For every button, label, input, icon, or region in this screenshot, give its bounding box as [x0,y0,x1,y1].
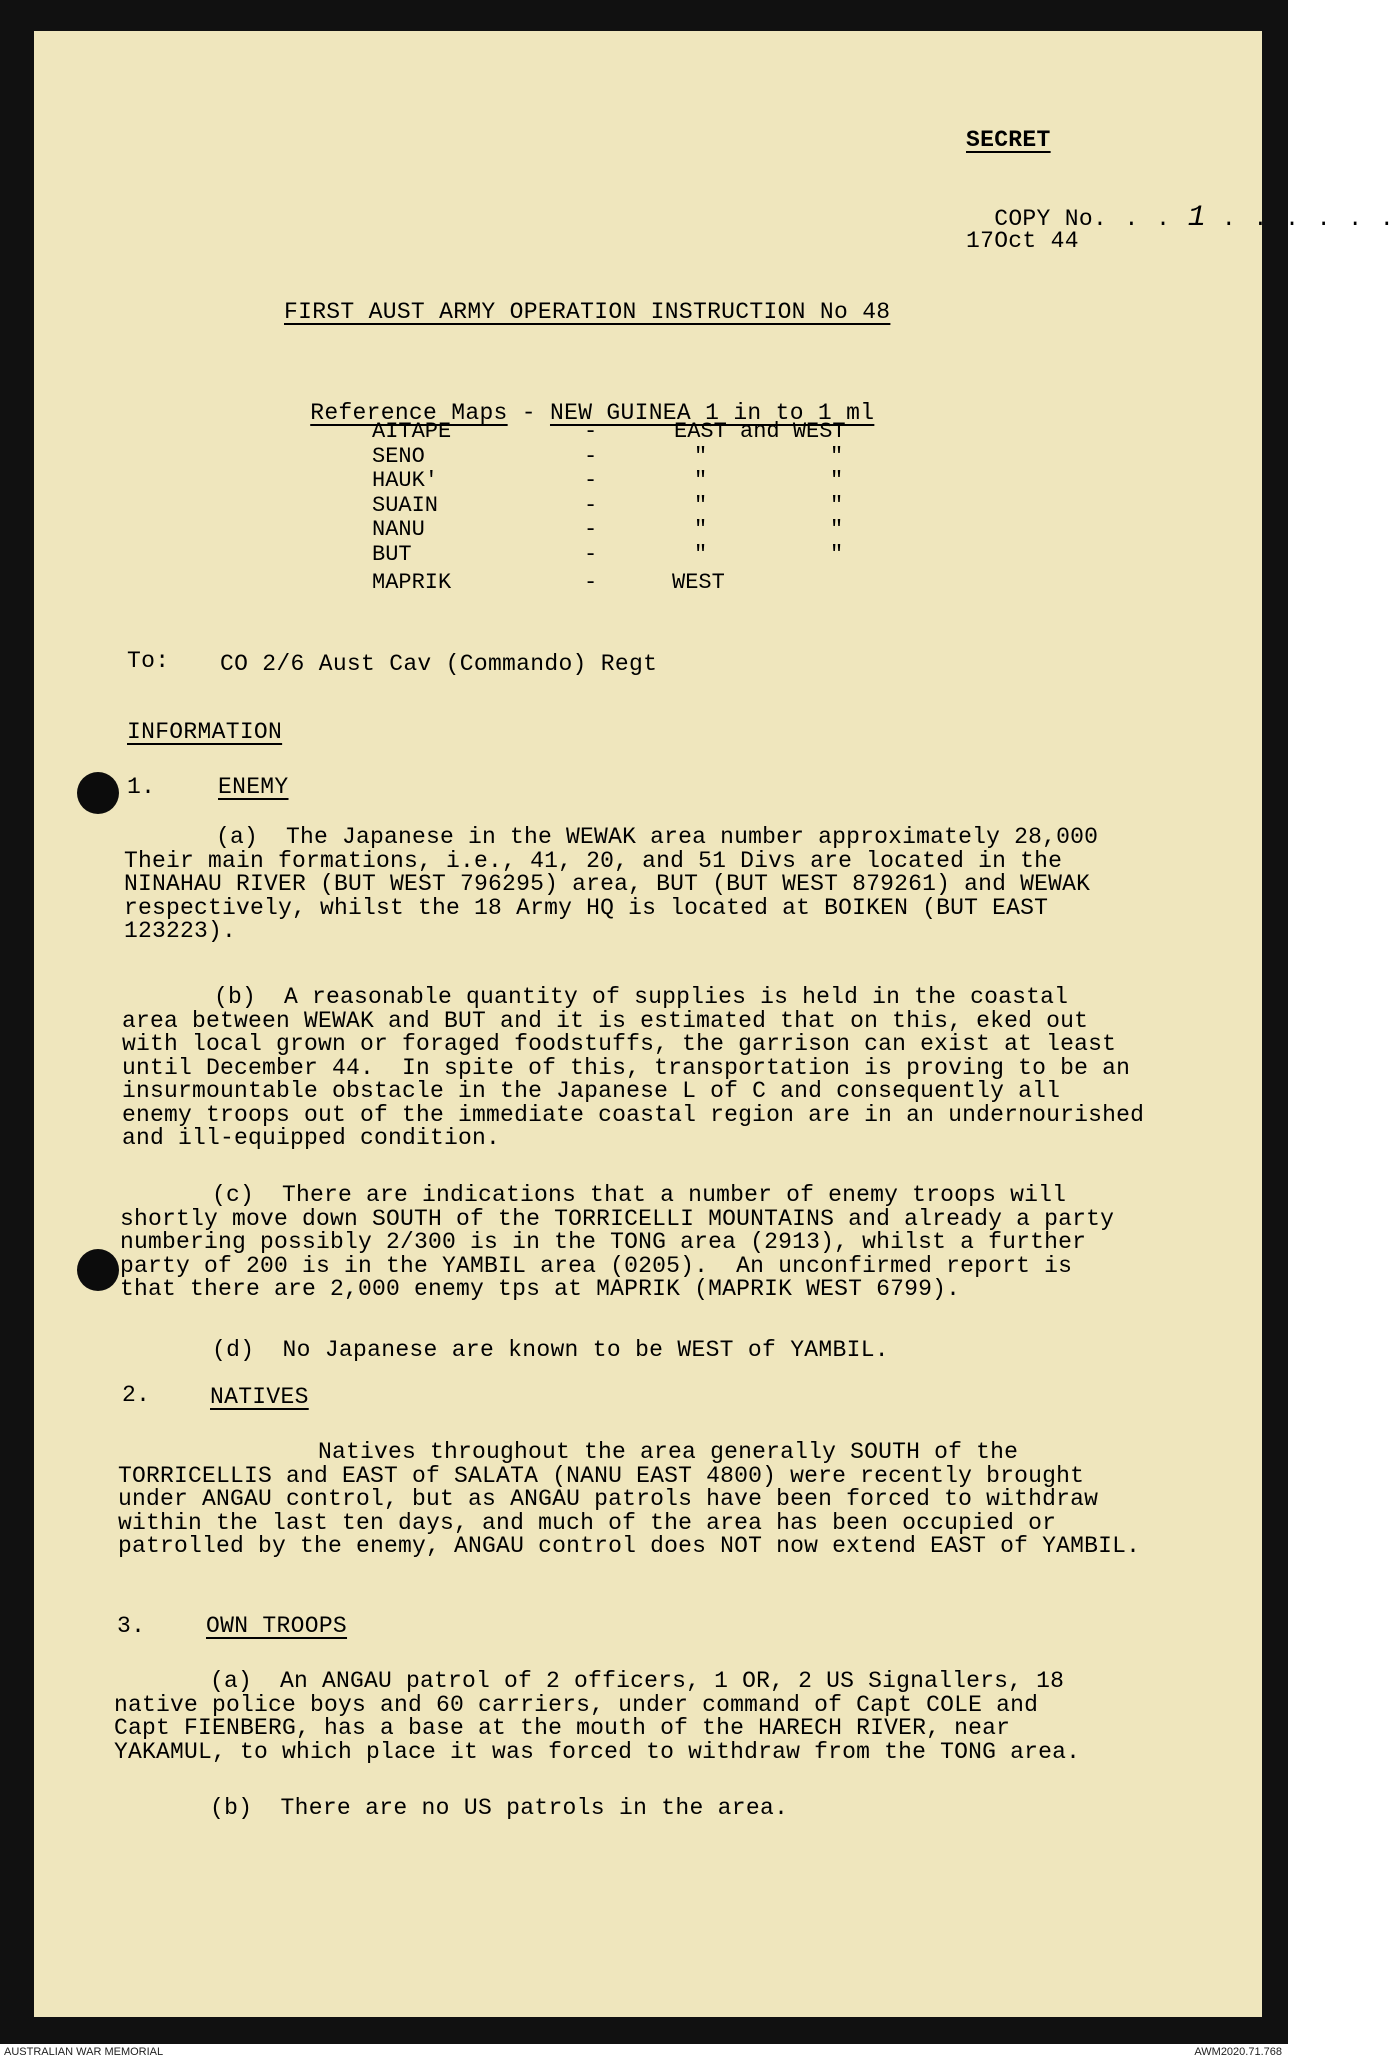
paragraph-line: (c) There are indications that a number of enemy troops will [212,1182,1067,1208]
copy-number-line: COPY No. . . 1 . . . . . . [994,201,1396,235]
paragraph-line: (a) An ANGAU patrol of 2 officers, 1 OR, 2 US Signallers, 18 [210,1668,1065,1694]
paragraph-line: numbering possibly 2/300 is in the TONG area (2913), whilst a further [120,1229,1087,1255]
paragraph-line: Natives throughout the area generally SOUTH of the [318,1439,1019,1465]
ditto-mark: " [830,517,844,542]
paragraph-3b: (b) There are no US patrols in the area. [210,1795,789,1821]
paragraph-line: Capt FIENBERG, has a base at the mouth of the HARECH RIVER, near [114,1715,1011,1741]
paragraph-line: (a) The Japanese in the WEWAK area number approximately 28,000 [216,824,1099,850]
punch-hole-top [77,772,119,814]
map-dash: - [584,468,598,493]
paragraph-2 [118,1441,1228,1559]
paragraph-line: NINAHAU RIVER (BUT WEST 796295) area, BUT (BUT WEST 879261) and WEWAK [124,871,1091,897]
document-title: FIRST AUST ARMY OPERATION INSTRUCTION No 48 [284,299,891,325]
ditto-mark: " [830,468,844,493]
map-name: NANU [372,517,425,542]
paragraph-line: with local grown or foraged foodstuffs, the garrison can exist at least [122,1031,1117,1057]
paragraph-line: area between WEWAK and BUT and it is estimated that on this, eked out [122,1007,1089,1034]
copy-label: COPY No [994,206,1093,232]
paragraph-line: Their main formations, i.e., 41, 20, and 51 Divs are located in the [124,847,1063,874]
section-natives-heading: NATIVES [210,1384,309,1410]
map-name: SUAIN [372,492,439,518]
archive-name: AUSTRALIAN WAR MEMORIAL [4,2046,164,2058]
paragraph-line: native police boys and 60 carriers, under command of Capt COLE and [114,1691,1039,1718]
copy-number: 1 [1187,201,1207,235]
map-name: MAPRIK [372,570,452,595]
paragraph-line: enemy troops out of the immediate coastal region are in an undernourished [122,1101,1145,1128]
paragraph-1b [122,986,1232,1151]
paragraph-line: shortly move down SOUTH of the TORRICELLI MOUNTAINS and already a party [120,1205,1115,1232]
map-name: HAUK' [372,468,439,493]
paragraph-line: TORRICELLIS and EAST of SALATA (NANU EAST 4800) were recently brought [118,1462,1085,1489]
paragraph-line: respectively, whilst the 18 Army HQ is located at BOIKEN (BUT EAST [124,894,1049,921]
ditto-mark: " [694,492,708,518]
addressee-label: To: [127,648,170,674]
reference-maps-label: Reference Maps [310,400,508,426]
paragraph-3a [114,1670,1224,1764]
section-number: 3. [117,1613,146,1639]
ditto-mark: " [694,468,708,493]
paragraph-line: party of 200 is in the YAMBIL area (0205). An unconfirmed report is [120,1252,1073,1279]
paragraph-1a [124,826,1224,944]
ditto-mark: " [694,541,708,567]
map-dash: - [584,419,598,444]
ditto-mark: " [830,443,844,469]
paragraph-line: (b) A reasonable quantity of supplies is held in the coastal [214,984,1069,1010]
paragraph-line: 123223). [124,918,237,944]
paragraph-1d: (d) No Japanese are known to be WEST of YAMBIL. [212,1337,889,1363]
reference-separator: - [521,400,536,426]
document-date: 17Oct 44 [966,228,1079,254]
archive-footer [0,2044,1288,2061]
ditto-mark: " [830,541,844,567]
section-enemy-heading: ENEMY [218,774,289,800]
paragraph-line: until December 44. In spite of this, transportation is proving to be an [122,1054,1131,1081]
punch-hole-bottom [77,1249,119,1291]
map-name: AITAPE [372,419,452,444]
paragraph-1c [120,1184,1220,1302]
map-sheet: EAST and WEST [674,419,846,444]
section-number: 2. [122,1382,151,1408]
map-dash: - [584,541,598,567]
paragraph-line: insurmountable obstacle in the Japanese L of C and consequently all [122,1078,1061,1104]
paragraph-line: patrolled by the enemy, ANGAU control does NOT now extend EAST of YAMBIL. [118,1533,1141,1559]
ditto-mark: " [694,517,708,542]
paragraph-line: that there are 2,000 enemy tps at MAPRIK (MAPRIK WEST 6799). [120,1276,961,1302]
archive-reference: AWM2020.71.768 [1194,2046,1282,2058]
section-own-troops-heading: OWN TROOPS [206,1613,348,1639]
paragraph-line: under ANGAU control, but as ANGAU patrols have been forced to withdraw [118,1486,1099,1512]
map-dash: - [584,492,598,518]
section-information-heading: INFORMATION [127,719,283,745]
section-number: 1. [127,774,156,800]
classification-marking: SECRET [966,127,1051,153]
paragraph-line: within the last ten days, and much of the area has been occupied or [118,1509,1057,1536]
ditto-mark: " [694,443,708,469]
paragraph-line: YAKAMUL, to which place it was forced to withdraw from the TONG area. [114,1738,1081,1765]
addressee: CO 2/6 Aust Cav (Commando) Regt [220,651,658,677]
paragraph-line: and ill-equipped condition. [122,1125,501,1151]
map-sheet: WEST [672,570,725,595]
map-dash: - [584,517,598,542]
map-dash: - [584,570,598,595]
map-name: SENO [372,443,425,469]
map-series: NEW GUINEA 1 in to 1 ml [549,400,875,426]
ditto-mark: " [830,492,844,518]
map-dash: - [584,443,598,469]
map-name: BUT [372,541,412,567]
